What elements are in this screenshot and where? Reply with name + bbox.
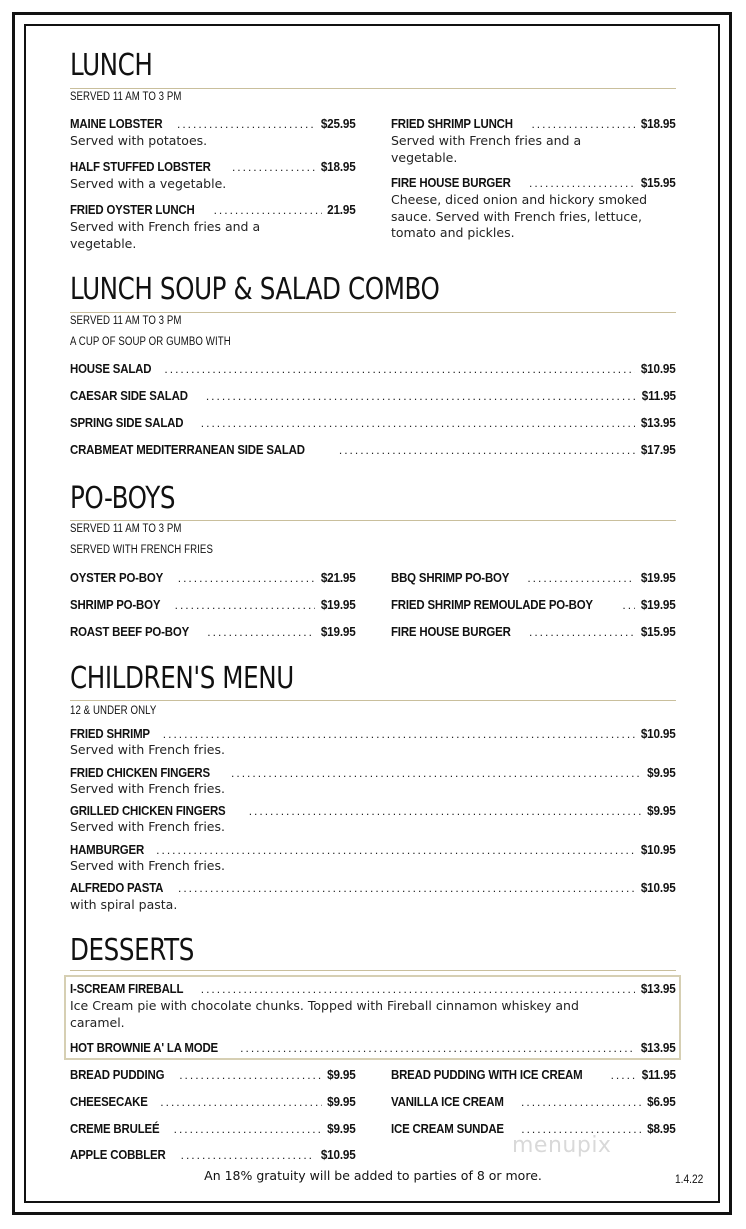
item-price: $11.95 — [641, 388, 676, 403]
leader-dots — [179, 1068, 322, 1082]
item-price: $21.95 — [321, 570, 356, 585]
section-title-children: CHILDREN'S MENU — [70, 661, 294, 696]
menu-item — [70, 1040, 676, 1056]
leader-dots — [529, 625, 635, 639]
leader-dots — [527, 571, 635, 585]
section-title-desserts: DESSERTS — [70, 933, 194, 968]
item-name: SHRIMP PO-BOY — [70, 597, 161, 612]
leader-dots — [175, 598, 316, 612]
menu-item — [391, 1094, 676, 1110]
item-name: ALFREDO PASTA — [70, 880, 164, 895]
leader-dots — [181, 1148, 316, 1162]
item-price: $9.95 — [647, 765, 676, 780]
item-price: $19.95 — [641, 570, 676, 585]
leader-dots — [214, 203, 323, 217]
leader-dots — [156, 843, 635, 857]
poboys-hours: SERVED 11 AM TO 3 PM — [70, 523, 182, 535]
leader-dots — [163, 727, 636, 741]
item-description: Served with potatoes. — [70, 133, 208, 148]
item-price: $8.95 — [647, 1121, 676, 1136]
combo-note: A CUP OF SOUP OR GUMBO WITH — [70, 336, 231, 348]
menu-item — [70, 624, 356, 640]
item-price: $9.95 — [327, 1121, 356, 1136]
item-description: Ice Cream pie with chocolate chunks. Topped with Fireball cinnamon whiskey and caramel. — [70, 998, 579, 1030]
item-description: Served with French fries and a vegetable. — [391, 133, 582, 165]
menu-item — [70, 1147, 356, 1163]
item-name: GRILLED CHICKEN FINGERS — [70, 803, 226, 818]
leader-dots — [201, 982, 636, 996]
leader-dots — [622, 598, 635, 612]
item-description: with spiral pasta. — [70, 897, 178, 912]
menu-item — [70, 880, 676, 896]
item-price: $19.95 — [321, 597, 356, 612]
item-name: FRIED SHRIMP LUNCH — [391, 116, 513, 131]
section-rule — [70, 970, 676, 971]
item-price: $13.95 — [641, 415, 676, 430]
item-price: $17.95 — [641, 442, 676, 457]
item-name: FRIED SHRIMP REMOULADE PO-BOY — [391, 597, 593, 612]
item-description: Served with French fries. — [70, 858, 225, 873]
date-code: 1.4.22 — [675, 1172, 704, 1186]
item-name: HALF STUFFED LOBSTER — [70, 159, 211, 174]
menu-item — [70, 361, 676, 377]
item-description: Served with French fries and a vegetable. — [70, 219, 261, 251]
menu-item — [70, 159, 356, 175]
menu-item — [70, 981, 676, 997]
menu-item — [70, 1067, 356, 1083]
item-price: $13.95 — [641, 981, 676, 996]
menu-item — [70, 1121, 356, 1137]
leader-dots — [206, 389, 636, 403]
item-name: HAMBURGER — [70, 842, 145, 857]
item-description: Cheese, diced onion and hickory smoked sauce. Served with French fries, lettuce, tomato and pickles. — [391, 192, 648, 240]
menu-item — [70, 202, 356, 218]
leader-dots — [178, 881, 635, 895]
item-price: $25.95 — [321, 116, 356, 131]
menu-item — [70, 442, 676, 458]
menu-item — [70, 765, 676, 781]
item-price: $13.95 — [641, 1040, 676, 1055]
leader-dots — [531, 117, 635, 131]
item-price: $15.95 — [641, 624, 676, 639]
item-name: BREAD PUDDING WITH ICE CREAM — [391, 1067, 583, 1082]
item-price: $10.95 — [641, 842, 676, 857]
menu-item — [391, 116, 676, 132]
section-rule — [70, 88, 676, 89]
leader-dots — [521, 1095, 642, 1109]
watermark: menupix — [512, 1133, 612, 1158]
menu-item — [70, 570, 356, 586]
menu-item — [391, 597, 676, 613]
leader-dots — [174, 1122, 323, 1136]
children-note: 12 & UNDER ONLY — [70, 705, 157, 717]
item-name: FRIED SHRIMP — [70, 726, 150, 741]
leader-dots — [201, 416, 636, 430]
item-name: HOUSE SALAD — [70, 361, 152, 376]
item-name: ROAST BEEF PO-BOY — [70, 624, 190, 639]
gratuity-note: An 18% gratuity will be added to parties of 8 or more. — [204, 1168, 542, 1183]
menu-item — [70, 1094, 356, 1110]
poboys-note: SERVED WITH FRENCH FRIES — [70, 544, 213, 556]
item-name: APPLE COBBLER — [70, 1147, 166, 1162]
combo-hours: SERVED 11 AM TO 3 PM — [70, 315, 182, 327]
menu-item — [70, 803, 676, 819]
item-price: $10.95 — [641, 880, 676, 895]
menu-item — [70, 597, 356, 613]
item-price: 21.95 — [327, 202, 356, 217]
item-price: $9.95 — [327, 1067, 356, 1082]
menu-item — [70, 116, 356, 132]
item-name: SPRING SIDE SALAD — [70, 415, 184, 430]
item-price: $10.95 — [641, 361, 676, 376]
item-name: BBQ SHRIMP PO-BOY — [391, 570, 510, 585]
item-name: HOT BROWNIE A' LA MODE — [70, 1040, 218, 1055]
item-price: $19.95 — [321, 624, 356, 639]
item-name: VANILLA ICE CREAM — [391, 1094, 504, 1109]
item-name: FIRE HOUSE BURGER — [391, 624, 511, 639]
item-description: Served with French fries. — [70, 819, 225, 834]
leader-dots — [529, 176, 635, 190]
item-name: CREME BRULEÉ — [70, 1121, 160, 1136]
leader-dots — [160, 1095, 322, 1109]
item-price: $15.95 — [641, 175, 676, 190]
menu-item — [391, 624, 676, 640]
item-name: CAESAR SIDE SALAD — [70, 388, 188, 403]
leader-dots — [611, 1068, 637, 1082]
item-name: CHEESECAKE — [70, 1094, 148, 1109]
section-rule — [70, 312, 676, 313]
section-rule — [70, 700, 676, 701]
item-name: BREAD PUDDING — [70, 1067, 165, 1082]
leader-dots — [164, 362, 635, 376]
item-name: ICE CREAM SUNDAE — [391, 1121, 504, 1136]
item-price: $9.95 — [327, 1094, 356, 1109]
item-name: CRABMEAT MEDITERRANEAN SIDE SALAD — [70, 442, 305, 457]
item-description: Served with French fries. — [70, 742, 225, 757]
item-name: FRIED CHICKEN FINGERS — [70, 765, 210, 780]
item-price: $6.95 — [647, 1094, 676, 1109]
item-name: I-SCREAM FIREBALL — [70, 981, 184, 996]
leader-dots — [240, 1041, 635, 1055]
leader-dots — [339, 443, 636, 457]
menu-item — [391, 175, 676, 191]
leader-dots — [207, 625, 315, 639]
leader-dots — [232, 160, 316, 174]
leader-dots — [231, 766, 642, 780]
menu-item — [70, 842, 676, 858]
menu-item — [70, 415, 676, 431]
item-price: $10.95 — [321, 1147, 356, 1162]
section-title-combo: LUNCH SOUP & SALAD COMBO — [70, 272, 440, 307]
item-description: Served with a vegetable. — [70, 176, 227, 191]
item-price: $11.95 — [641, 1067, 676, 1082]
item-description: Served with French fries. — [70, 781, 225, 796]
section-title-poboys: PO-BOYS — [70, 481, 176, 516]
item-price: $19.95 — [641, 597, 676, 612]
item-name: OYSTER PO-BOY — [70, 570, 164, 585]
item-price: $9.95 — [647, 803, 676, 818]
menu-item — [391, 1067, 676, 1083]
menu-item — [70, 388, 676, 404]
item-name: MAINE LOBSTER — [70, 116, 163, 131]
section-title-lunch: LUNCH — [70, 48, 153, 83]
lunch-hours: SERVED 11 AM TO 3 PM — [70, 91, 182, 103]
item-price: $18.95 — [641, 116, 676, 131]
menu-item — [391, 570, 676, 586]
item-price: $10.95 — [641, 726, 676, 741]
section-rule — [70, 520, 676, 521]
menu-item — [70, 726, 676, 742]
item-name: FIRE HOUSE BURGER — [391, 175, 511, 190]
item-price: $18.95 — [321, 159, 356, 174]
item-name: FRIED OYSTER LUNCH — [70, 202, 195, 217]
leader-dots — [177, 117, 315, 131]
leader-dots — [249, 804, 643, 818]
leader-dots — [178, 571, 316, 585]
